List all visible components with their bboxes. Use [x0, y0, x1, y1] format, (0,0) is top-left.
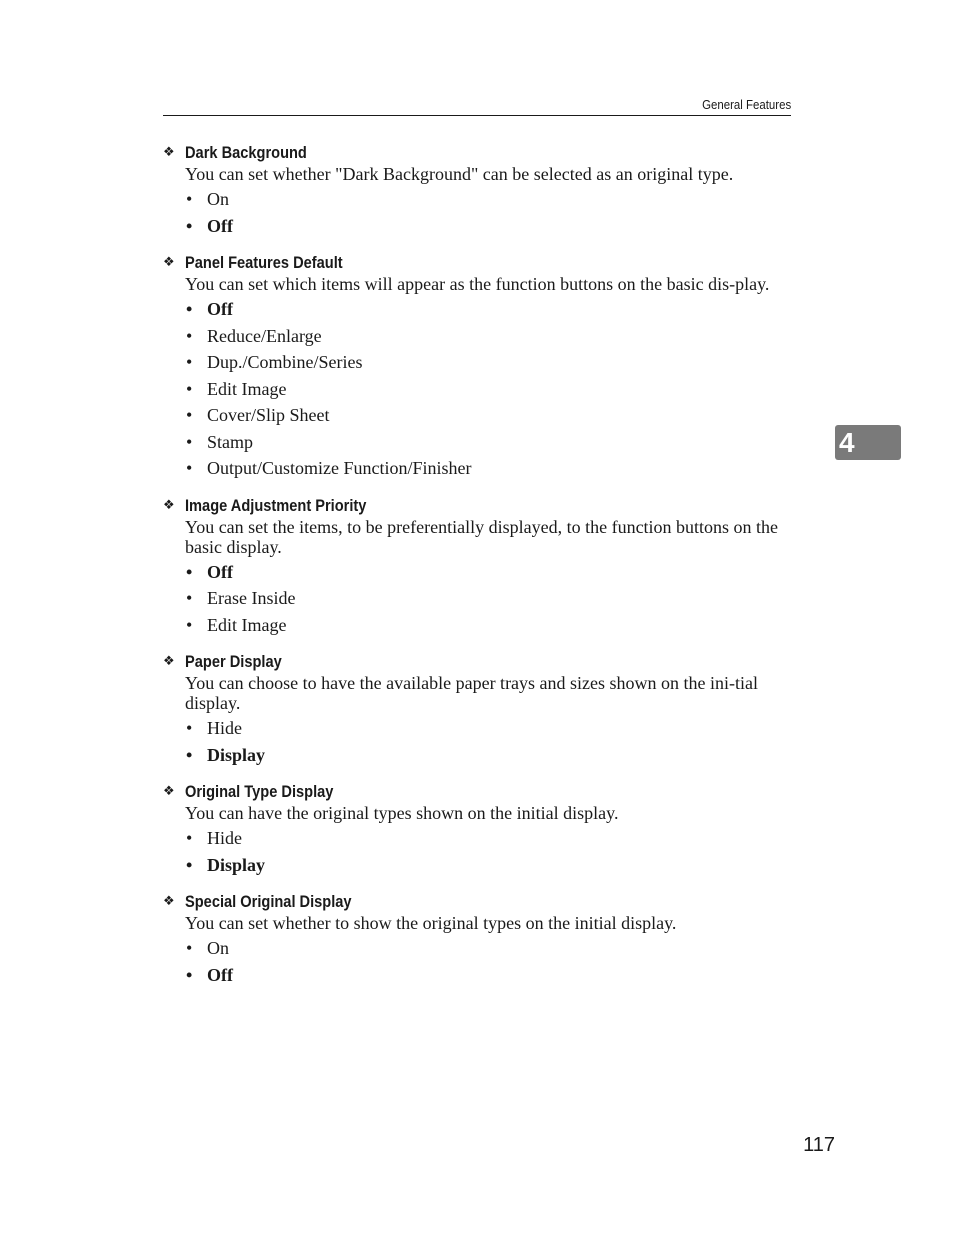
- option-item-default: • Off: [185, 296, 791, 323]
- option-list: [163, 825, 791, 878]
- option-item: • Erase Inside: [185, 585, 791, 612]
- section-title: Paper Display: [185, 652, 282, 671]
- option-item: • Edit Image: [185, 376, 791, 403]
- section-title: Dark Background: [185, 143, 307, 162]
- option-list: [163, 715, 791, 768]
- section-panel-features-default: [163, 252, 791, 482]
- section-dark-background: [163, 142, 791, 239]
- section-heading: [163, 252, 791, 274]
- section-special-original-display: [163, 891, 791, 988]
- option-item-default: • Off: [185, 213, 791, 240]
- chapter-number: 4: [839, 427, 855, 458]
- section-heading: [163, 891, 791, 913]
- option-list: [163, 935, 791, 988]
- section-heading: [163, 651, 791, 673]
- diamond-bullet-icon: ❖: [163, 784, 175, 799]
- section-heading: [163, 142, 791, 164]
- diamond-bullet-icon: ❖: [163, 497, 175, 513]
- chapter-tab: [835, 425, 901, 460]
- page-content: [163, 142, 791, 1001]
- section-title: Special Original Display: [185, 892, 352, 911]
- option-list: [163, 186, 791, 239]
- option-list: [163, 559, 791, 639]
- diamond-bullet-icon: ❖: [163, 654, 175, 669]
- running-header-title: General Features: [701, 97, 791, 112]
- option-item: • Stamp: [185, 429, 791, 456]
- section-description: You can set whether "Dark Background" can be selected as an original type.: [185, 164, 734, 184]
- option-item: • Dup./Combine/Series: [185, 349, 791, 376]
- option-item: • On: [185, 935, 791, 962]
- section-heading: [163, 781, 791, 803]
- option-item: • Edit Image: [185, 612, 791, 639]
- section-description: You can set the items, to be preferentially displayed, to the function buttons on the basic display.: [185, 516, 779, 557]
- option-item-default: • Display: [185, 852, 791, 879]
- diamond-bullet-icon: ❖: [163, 255, 175, 270]
- diamond-bullet-icon: ❖: [163, 894, 175, 909]
- option-item-default: • Off: [185, 559, 791, 586]
- section-description: You can choose to have the available paper trays and sizes shown on the ini-tial display.: [185, 673, 759, 713]
- option-item: • Hide: [185, 715, 791, 742]
- option-item: • On: [185, 186, 791, 213]
- option-item: • Output/Customize Function/Finisher: [185, 455, 791, 482]
- section-title: Original Type Display: [185, 782, 334, 801]
- section-paper-display: [163, 651, 791, 768]
- diamond-bullet-icon: ❖: [163, 145, 175, 160]
- section-title: Image Adjustment Priority: [185, 495, 367, 515]
- option-item: • Hide: [185, 825, 791, 852]
- option-item: • Cover/Slip Sheet: [185, 402, 791, 429]
- section-image-adjustment-priority: [163, 495, 791, 639]
- section-heading: [163, 495, 791, 517]
- option-list: [163, 296, 791, 482]
- option-item: • Reduce/Enlarge: [185, 323, 791, 350]
- page-number: 117: [803, 1134, 835, 1156]
- section-description: You can set which items will appear as the function buttons on the basic dis-play.: [185, 274, 770, 294]
- option-item-default: • Display: [185, 742, 791, 769]
- option-item-default: • Off: [185, 962, 791, 989]
- section-original-type-display: [163, 781, 791, 878]
- running-header: [163, 96, 791, 116]
- section-description: You can set whether to show the original types on the initial display.: [185, 913, 677, 933]
- section-title: Panel Features Default: [185, 253, 343, 272]
- section-description: You can have the original types shown on the initial display.: [185, 803, 619, 823]
